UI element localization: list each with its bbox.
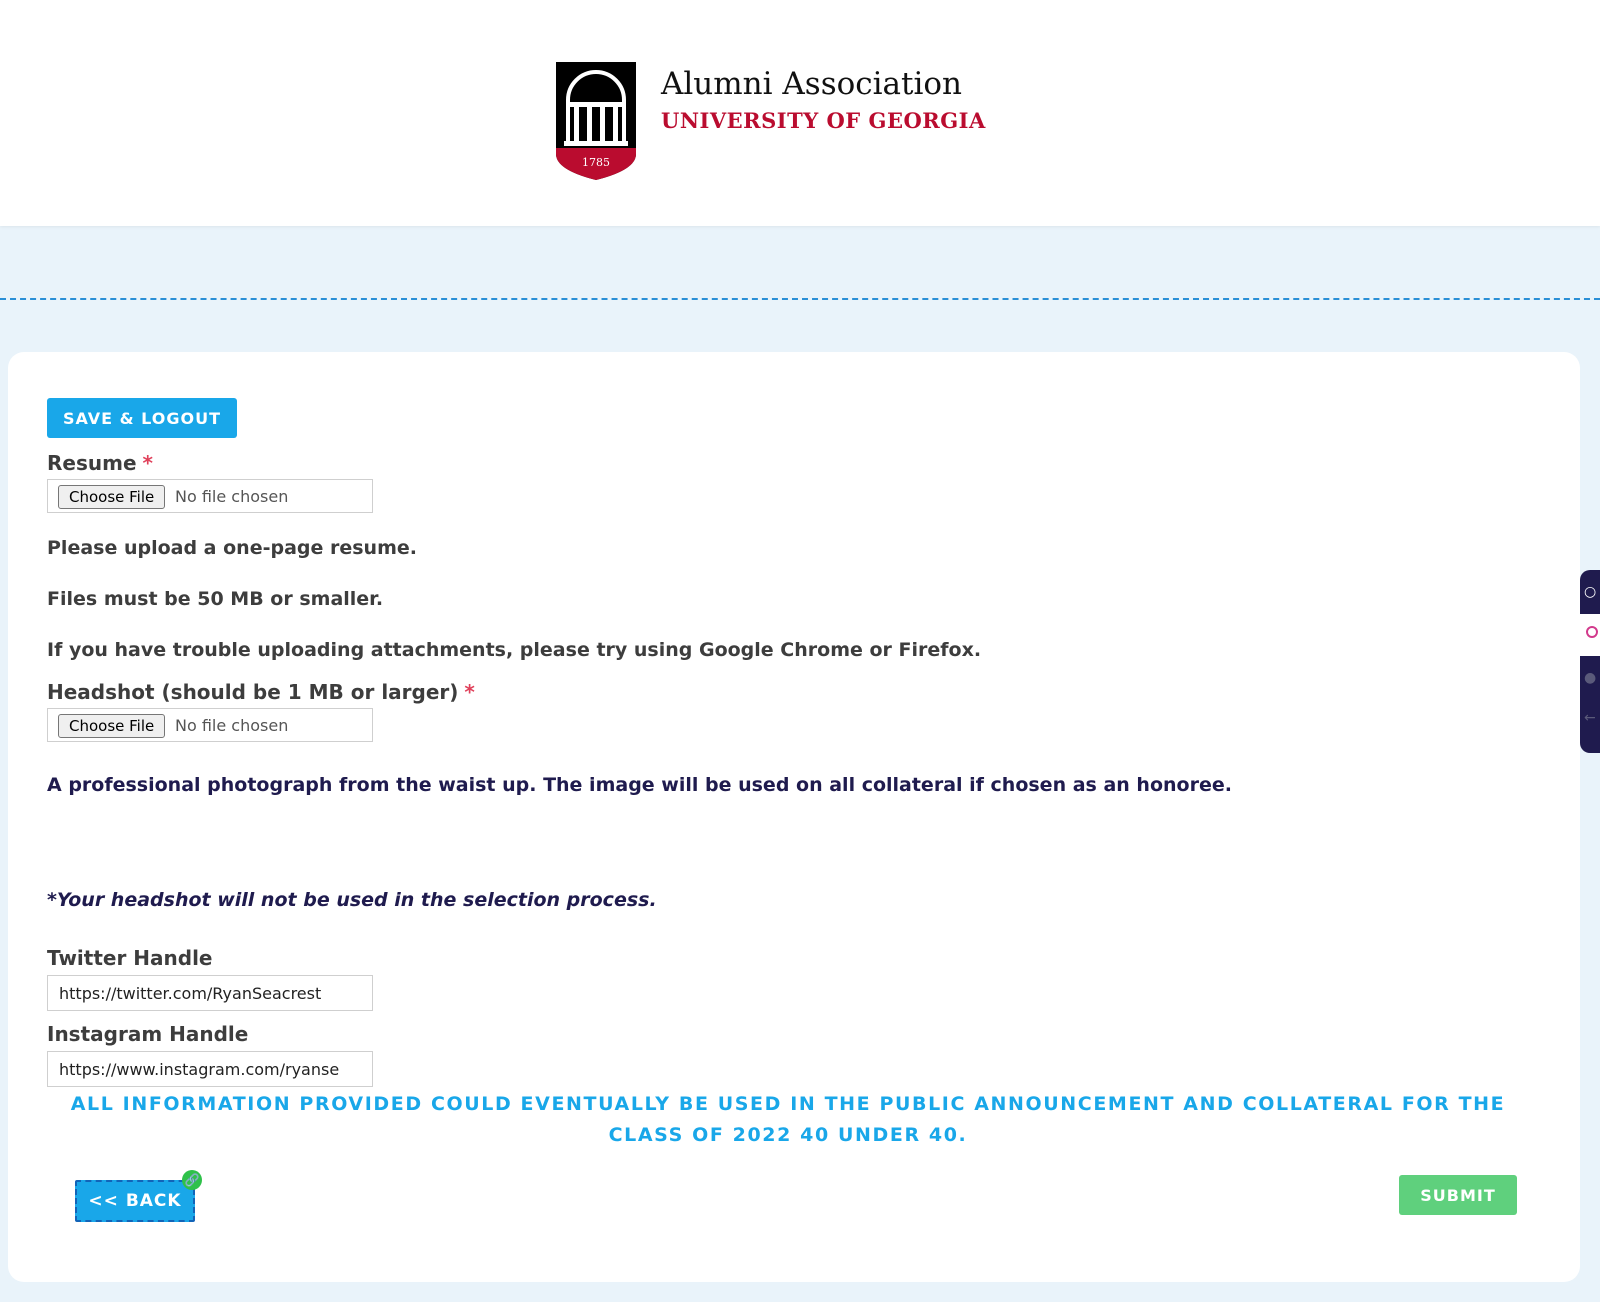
resume-file-input[interactable]: [47, 479, 373, 513]
headshot-note: *Your headshot will not be used in the selection process.: [47, 889, 657, 911]
resume-help-size-limit: Files must be 50 MB or smaller.: [47, 588, 384, 610]
headshot-label-text: Headshot (should be 1 MB or larger): [47, 680, 459, 704]
widget-brand-icon: [1586, 626, 1598, 638]
twitter-handle-input[interactable]: [47, 975, 373, 1011]
headshot-file-input[interactable]: [47, 708, 373, 742]
link-icon: 🔗: [182, 1170, 202, 1190]
public-announcement-notice: ALL INFORMATION PROVIDED COULD EVENTUALLY BE USED IN THE PUBLIC ANNOUNCEMENT AND COLLATERAL FOR THE CLASS OF 2022 40 UNDER 40.: [70, 1093, 1506, 1146]
uga-alumni-logo[interactable]: [556, 62, 1006, 182]
search-icon[interactable]: ○: [1584, 584, 1597, 600]
resume-label-text: Resume: [47, 451, 137, 475]
submit-button[interactable]: SUBMIT: [1399, 1175, 1517, 1215]
instagram-label: Instagram Handle: [47, 1022, 249, 1046]
required-asterisk: *: [464, 680, 475, 704]
headshot-file-status: No file chosen: [175, 716, 289, 735]
required-asterisk: *: [142, 451, 153, 475]
logo-subtitle: UNIVERSITY OF GEORGIA: [661, 108, 986, 133]
resume-help-one-page: Please upload a one-page resume.: [47, 537, 417, 559]
resume-file-status: No file chosen: [175, 487, 289, 506]
dashed-divider: [0, 298, 1600, 300]
widget-active-slot[interactable]: [1580, 614, 1600, 656]
site-header: [0, 0, 1600, 226]
form-card: [8, 352, 1580, 1282]
headshot-label: [47, 680, 475, 704]
side-tool-widget[interactable]: [1580, 570, 1600, 753]
headshot-choose-file-button[interactable]: Choose File: [58, 714, 165, 738]
logo-year: 1785: [582, 156, 610, 169]
arrow-left-icon[interactable]: ←: [1584, 710, 1596, 726]
save-logout-button[interactable]: SAVE & LOGOUT: [47, 398, 237, 438]
resume-choose-file-button[interactable]: Choose File: [58, 485, 165, 509]
headshot-description: A professional photograph from the waist up. The image will be used on all collateral if chosen as an honoree.: [47, 774, 1232, 796]
resume-help-browser: If you have trouble uploading attachments, please try using Google Chrome or Firefox.: [47, 639, 982, 661]
widget-tool-icon[interactable]: ●: [1584, 670, 1597, 686]
instagram-handle-input[interactable]: [47, 1051, 373, 1087]
resume-label: [47, 451, 153, 475]
twitter-label: Twitter Handle: [47, 946, 213, 970]
arch-shield-icon: [556, 62, 636, 180]
back-button[interactable]: << BACK: [75, 1180, 195, 1222]
logo-title: Alumni Association: [661, 66, 963, 102]
